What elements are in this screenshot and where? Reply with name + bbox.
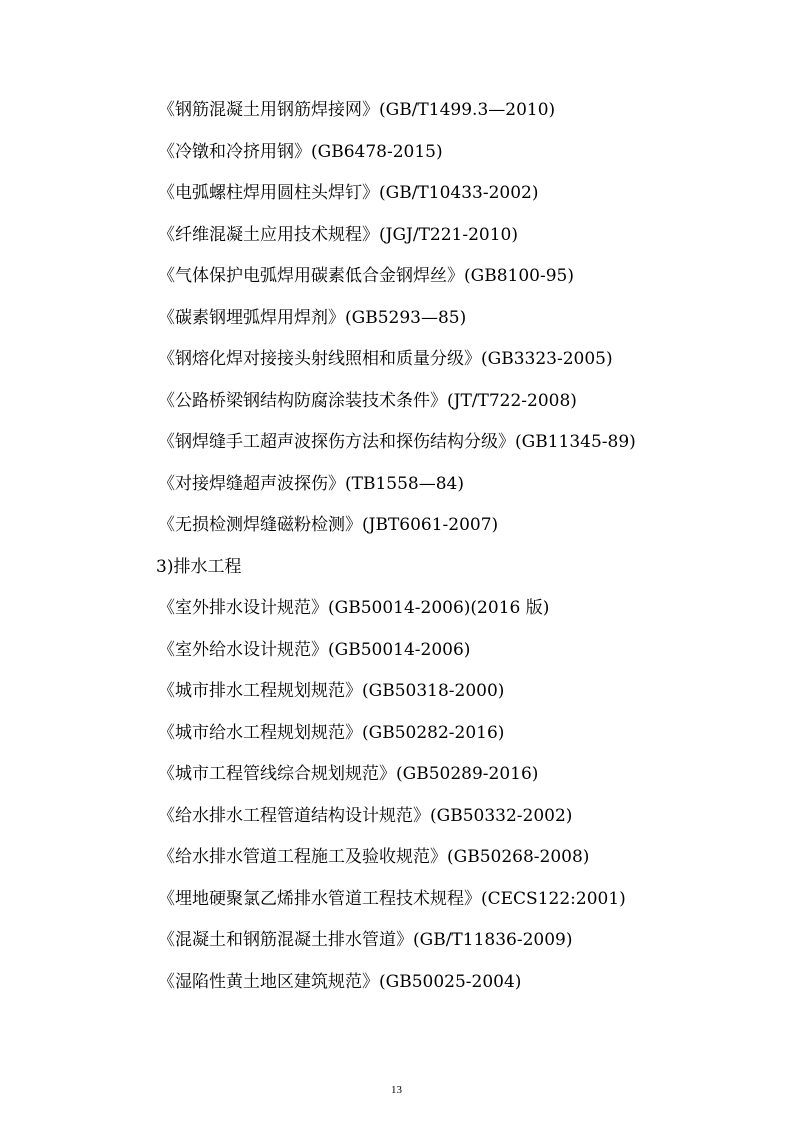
- standard-item: 《城市工程管线综合规划规范》(GB50289-2016): [158, 764, 539, 784]
- section-heading: 3)排水工程: [156, 556, 242, 577]
- document-body: [0, 90, 793, 1003]
- standard-item: 《城市给水工程规划规范》(GB50282-2016): [158, 722, 505, 743]
- standard-item: 《混凝土和钢筋混凝土排水管道》(GB/T11836-2009): [158, 930, 573, 950]
- page-number: 13: [391, 1084, 402, 1096]
- standard-item: 《对接焊缝超声波探伤》(TB1558—84): [158, 473, 464, 494]
- standard-item: 《给水排水工程管道结构设计规范》(GB50332-2002): [158, 805, 573, 826]
- standard-item: 《碳素钢埋弧焊用焊剂》(GB5293—85): [158, 307, 467, 328]
- standard-item: 《气体保护电弧焊用碳素低合金钢焊丝》(GB8100-95): [158, 266, 574, 286]
- standard-item: 《钢焊缝手工超声波探伤方法和探伤结构分级》(GB11345-89): [158, 432, 636, 452]
- standard-item: 《城市排水工程规划规范》(GB50318-2000): [158, 681, 505, 701]
- standard-item: 《冷镦和冷挤用钢》(GB6478-2015): [158, 141, 443, 162]
- standard-item: 《钢筋混凝土用钢筋焊接网》(GB/T1499.3—2010): [158, 100, 556, 120]
- standard-item: 《室外排水设计规范》(GB50014-2006)(2016 版): [158, 598, 550, 618]
- standard-item: 《公路桥梁钢结构防腐涂装技术条件》(JT/T722-2008): [158, 390, 577, 411]
- standard-item: 《湿陷性黄土地区建筑规范》(GB50025-2004): [158, 971, 522, 992]
- standard-item: 《无损检测焊缝磁粉检测》(JBT6061-2007): [158, 515, 499, 535]
- standard-item: 《纤维混凝土应用技术规程》(JGJ/T221-2010): [158, 224, 518, 245]
- standard-item: 《钢熔化焊对接接头射线照相和质量分级》(GB3323-2005): [158, 349, 613, 369]
- standard-item: 《埋地硬聚氯乙烯排水管道工程技术规程》(CECS122:2001): [158, 888, 626, 909]
- standard-item: 《室外给水设计规范》(GB50014-2006): [158, 639, 471, 660]
- standard-item: 《电弧螺柱焊用圆柱头焊钉》(GB/T10433-2002): [158, 183, 539, 203]
- standard-item: 《给水排水管道工程施工及验收规范》(GB50268-2008): [158, 847, 590, 867]
